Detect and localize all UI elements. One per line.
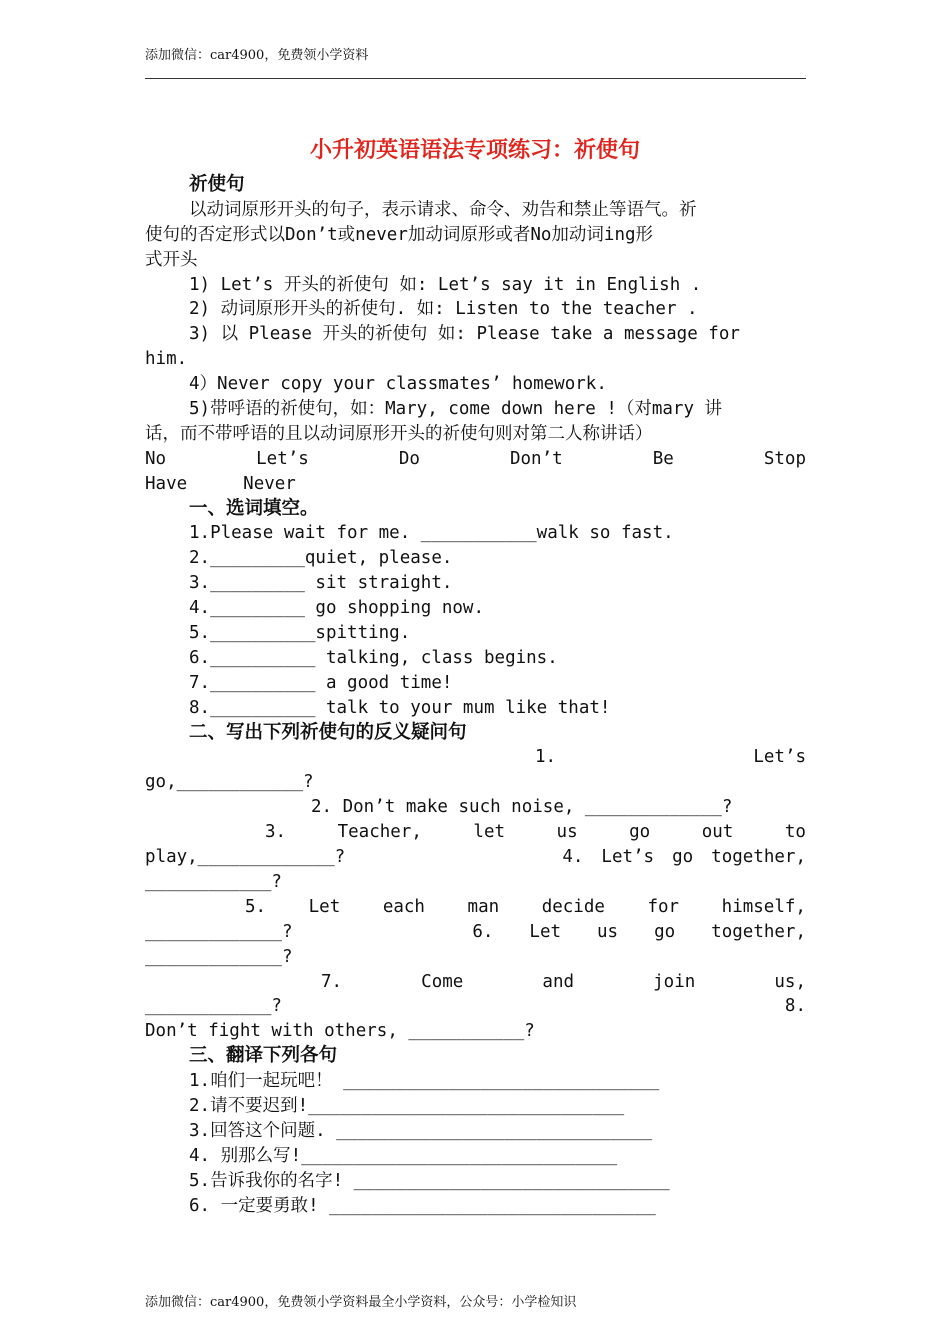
translation-item: 6. 一定要勇敢! _______________________________ xyxy=(189,1195,656,1216)
word-bank-item: No xyxy=(145,448,167,469)
text-segment: ____________? xyxy=(145,996,282,1017)
tag-question-line: go,____________? xyxy=(145,772,314,793)
text-segment: out xyxy=(701,822,734,843)
tag-question-line xyxy=(145,820,806,845)
text-segment: us, xyxy=(774,971,806,992)
word-bank-item: Never xyxy=(243,473,296,494)
fill-blank-item: 7.__________ a good time! xyxy=(189,672,453,693)
text-segment: himself, xyxy=(721,896,806,917)
word-bank-item: Let’s xyxy=(256,448,309,469)
tag-question-line xyxy=(145,845,806,870)
tag-question-line: 2. Don’t make such noise, _____________? xyxy=(311,797,733,818)
fill-blank-item: 4._________ go shopping now. xyxy=(189,598,485,619)
tag-question-line: _____________? xyxy=(145,946,293,967)
tag-question-line xyxy=(145,970,806,995)
translation-item: 2.请不要迟到!______________________________ xyxy=(189,1095,625,1116)
text-segment: let xyxy=(473,822,506,843)
word-bank-row-2 xyxy=(145,472,806,497)
translation-item: 3.回答这个问题. ______________________________ xyxy=(189,1120,653,1141)
section1-heading: 一、选词填空。 xyxy=(189,497,319,519)
fill-blank-item: 5.__________spitting. xyxy=(189,623,411,644)
text-segment: each xyxy=(382,896,425,917)
page-footer: 添加微信：car4900，免费领小学资料最全小学资料，公众号：小学检知识 xyxy=(145,1295,577,1310)
word-bank-item: Have xyxy=(145,473,188,494)
intro-paragraph-line: 以动词原形开头的句子，表示请求、命令、劝告和禁止等语气。祈 xyxy=(189,199,697,220)
text-segment: join xyxy=(653,971,696,992)
text-segment: 4. xyxy=(562,847,584,868)
tag-question-line xyxy=(145,895,806,920)
page-title: 小升初英语语法专项练习：祈使句 xyxy=(309,138,640,163)
text-segment: to xyxy=(784,822,806,843)
text-segment: play,_____________? xyxy=(145,847,346,868)
word-bank-row-1 xyxy=(145,447,806,472)
tag-question-line: ____________? xyxy=(145,871,282,892)
text-segment: _____________? xyxy=(145,921,293,942)
text-segment: us xyxy=(556,822,578,843)
text-segment: Let xyxy=(529,921,562,942)
intro-paragraph-line: 使句的否定形式以Don’t或never加动词原形或者No加动词ing形 xyxy=(145,224,654,245)
word-bank-item: Don’t xyxy=(509,448,563,469)
fill-blank-item: 6.__________ talking, class begins. xyxy=(189,647,558,668)
text-segment: Let’s xyxy=(753,747,806,768)
rule-2: 2) 动词原形开头的祈使句. 如: Listen to the teacher . xyxy=(189,299,698,320)
header-divider xyxy=(145,78,806,79)
rule-5-continued: 话，而不带呼语的且以动词原形开头的祈使句则对第二人称讲话） xyxy=(145,423,653,444)
text-segment: go xyxy=(654,921,676,942)
text-segment: Come xyxy=(421,971,464,992)
text-segment: 5. xyxy=(245,896,267,917)
tag-question-line xyxy=(145,920,806,945)
fill-blank-item: 8.__________ talk to your mum like that! xyxy=(189,697,611,718)
tag-question-line xyxy=(145,994,806,1019)
section3-heading: 三、翻译下列各句 xyxy=(189,1045,338,1067)
text-segment: together, xyxy=(711,921,806,942)
text-segment: go xyxy=(629,822,651,843)
text-segment: 7. xyxy=(321,971,343,992)
rule-4: 4）Never copy your classmates’ homework. xyxy=(189,374,607,395)
translation-item: 5.告诉我你的名字! ______________________________ xyxy=(189,1170,670,1191)
intro-heading: 祈使句 xyxy=(189,174,245,195)
intro-paragraph-line: 式开头 xyxy=(145,249,198,270)
text-segment: 8. xyxy=(784,996,806,1017)
text-segment: decide xyxy=(541,896,605,917)
fill-blank-item: 1.Please wait for me. ___________walk so fast. xyxy=(189,523,674,544)
text-segment: 6. xyxy=(472,921,494,942)
section2-heading: 二、写出下列祈使句的反义疑问句 xyxy=(189,721,467,743)
text-segment: 3. xyxy=(265,822,287,843)
translation-item: 1.咱们一起玩吧！ ______________________________ xyxy=(189,1071,660,1092)
text-segment: and xyxy=(542,971,575,992)
text-segment: for xyxy=(647,896,680,917)
document-body xyxy=(145,173,806,1218)
text-segment: man xyxy=(467,896,500,917)
translation-item: 4. 别那么写!______________________________ xyxy=(189,1145,618,1166)
text-segment: Let’s xyxy=(601,847,655,868)
text-segment: Teacher, xyxy=(337,822,422,843)
tag-question-line: Don’t fight with others, ___________? xyxy=(145,1021,535,1042)
text-segment: 1. xyxy=(535,747,557,768)
text-segment: Let xyxy=(308,896,341,917)
fill-blank-item: 3._________ sit straight. xyxy=(189,573,453,594)
word-bank-item: Be xyxy=(652,448,674,469)
word-bank-item: Stop xyxy=(763,448,806,469)
fill-blank-item: 2._________quiet, please. xyxy=(189,548,453,569)
text-segment: us xyxy=(597,921,619,942)
word-bank-item: Do xyxy=(398,448,420,469)
rule-3-continued: him. xyxy=(145,349,188,370)
rule-5: 5)带呼语的祈使句，如：Mary, come down here !（对mary 讲 xyxy=(189,399,723,420)
rule-1: 1) Let’s 开头的祈使句 如: Let’s say it in English . xyxy=(189,274,702,295)
page-header: 添加微信：car4900，免费领小学资料 xyxy=(145,48,369,63)
text-segment: together, xyxy=(711,847,806,868)
text-segment: go xyxy=(672,847,694,868)
tag-question-line xyxy=(145,745,806,770)
rule-3: 3) 以 Please 开头的祈使句 如: Please take a message for xyxy=(189,324,740,345)
